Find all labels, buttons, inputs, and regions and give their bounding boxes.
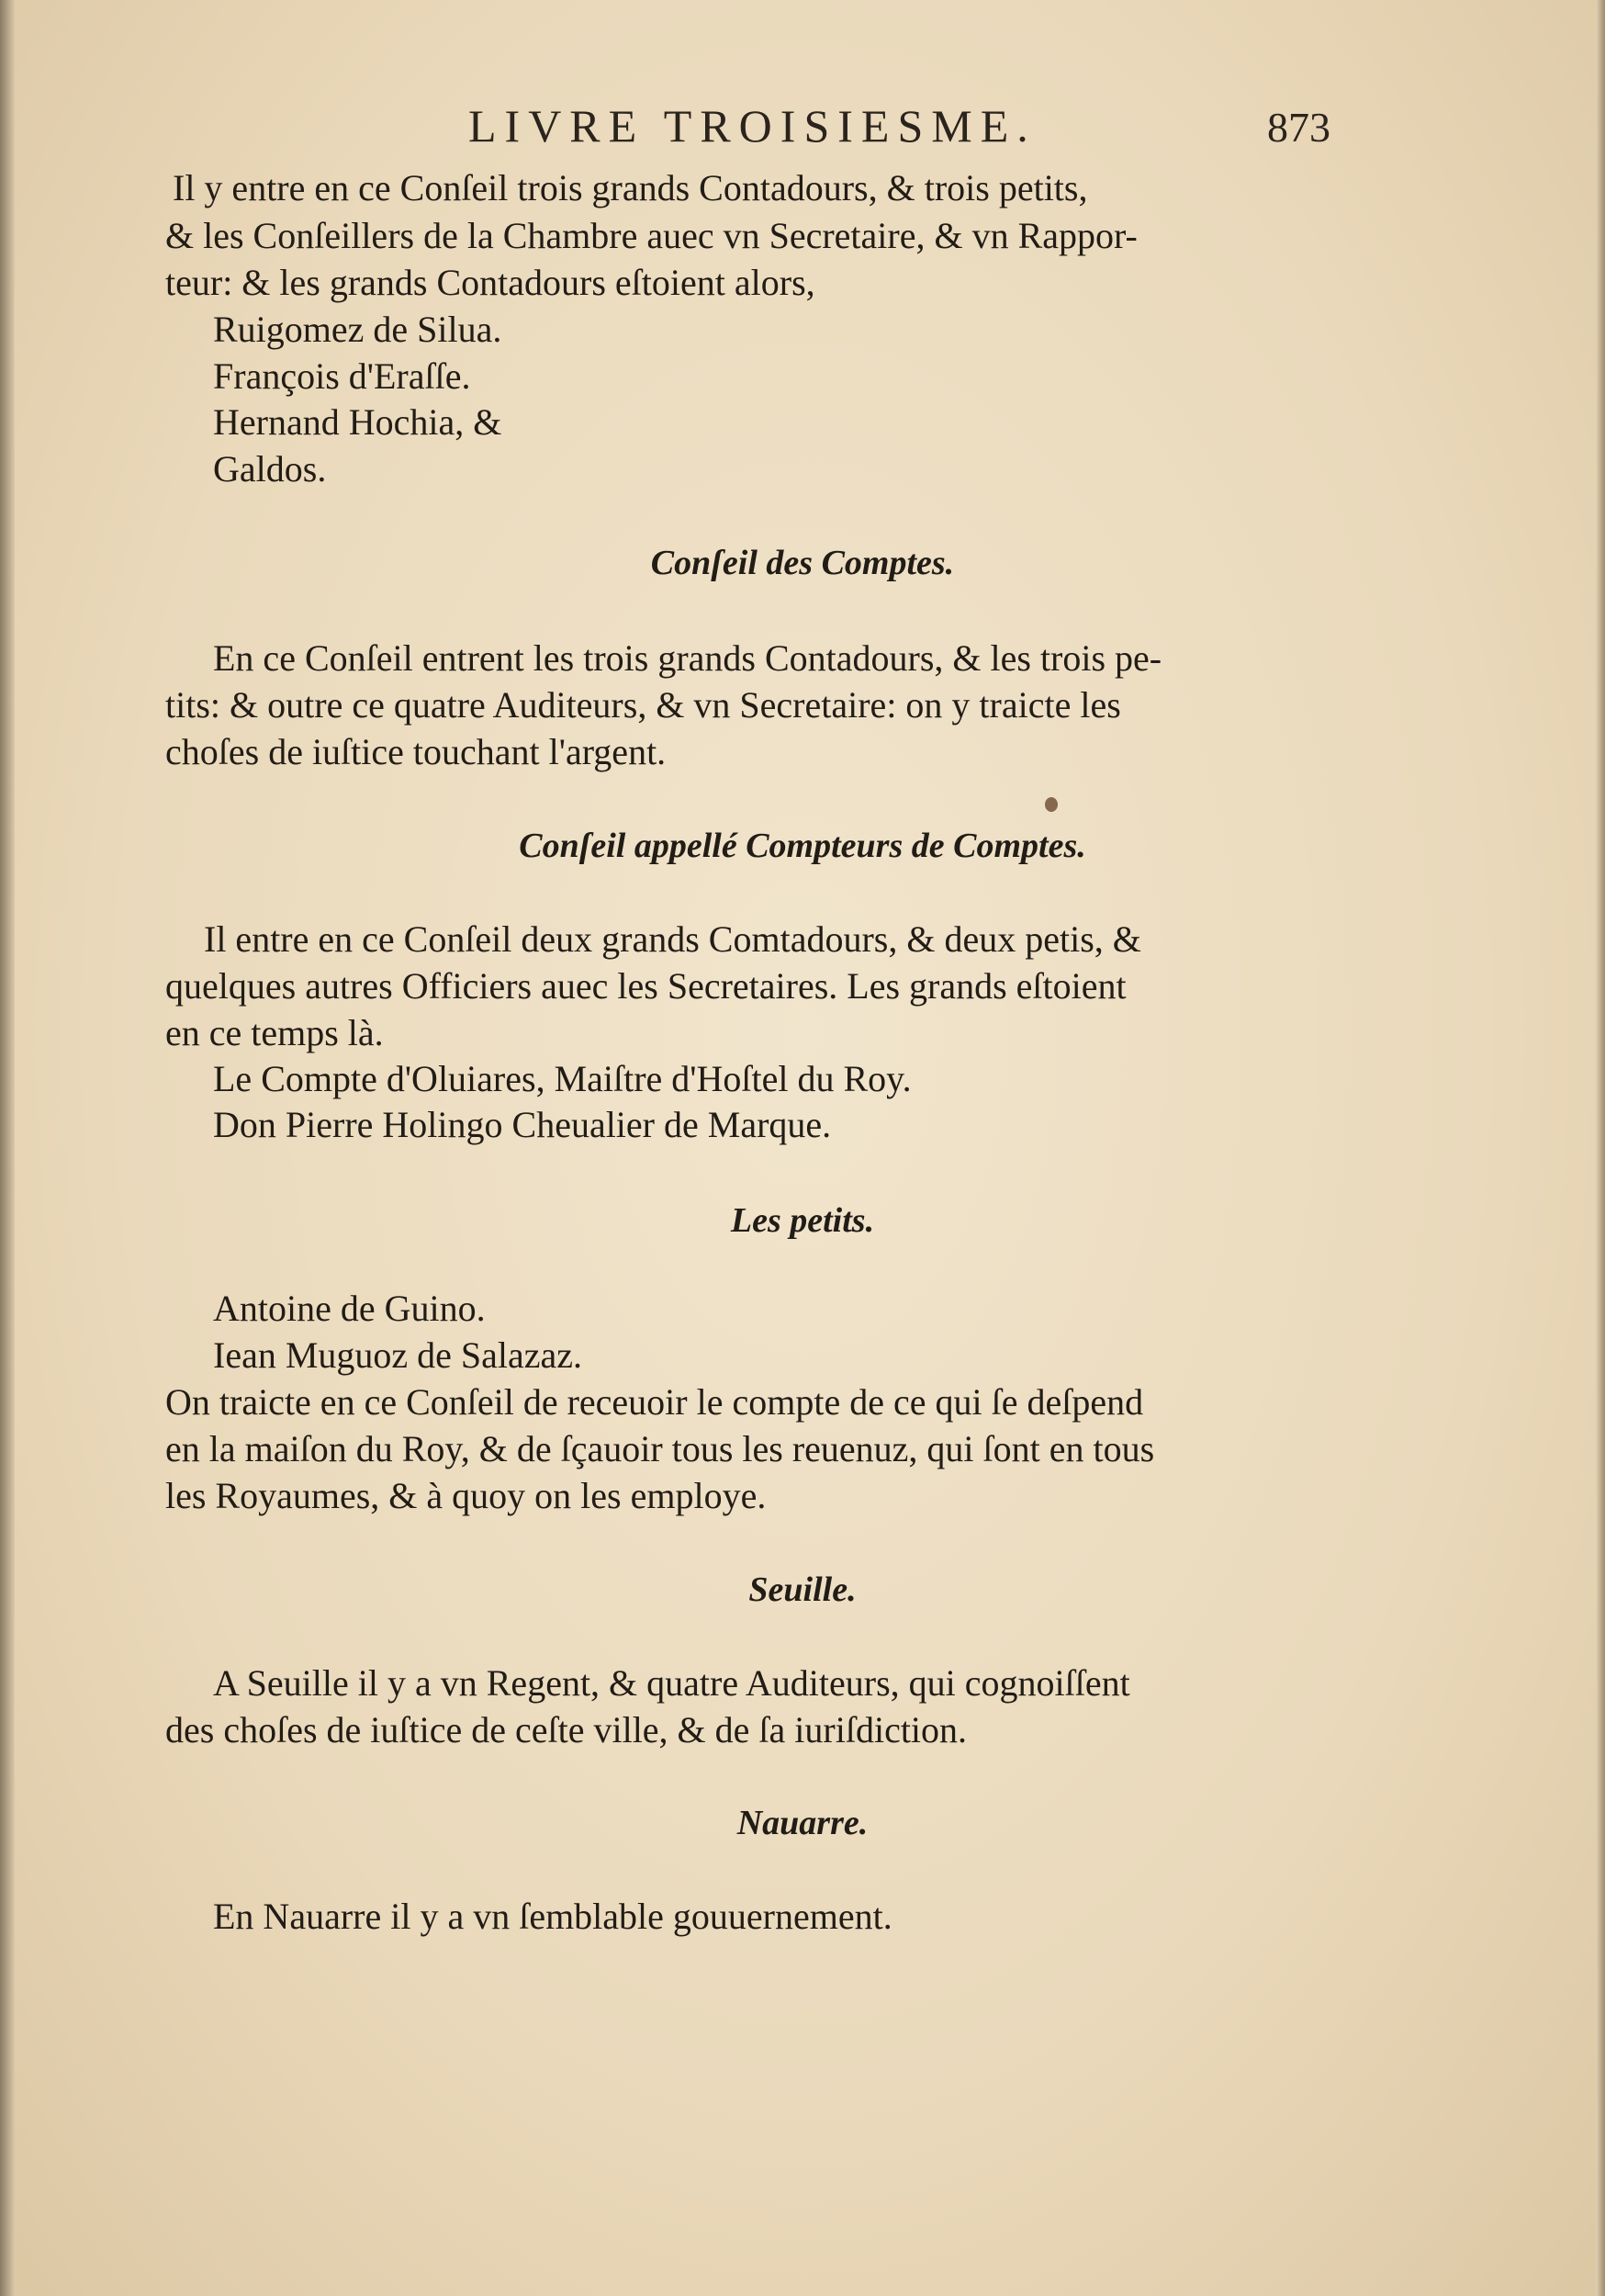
name-line: Hernand Hochia, &: [213, 401, 502, 443]
name-line: Antoine de Guino.: [213, 1288, 486, 1329]
running-header: [0, 99, 1605, 154]
paragraph-line: en ce temps là.: [165, 1012, 384, 1053]
section-heading: Conſeil appellé Compteurs de Comptes.: [519, 827, 1086, 865]
name-line: Ruigomez de Silua.: [213, 309, 502, 350]
paragraph-line: Il y entre en ce Conſeil trois grands Contadours, & trois petits,: [173, 167, 1088, 208]
page-left-edge: [0, 0, 15, 2296]
page-number: 873: [1267, 104, 1330, 151]
ink-spot: [1045, 797, 1058, 812]
running-title: LIVRE TROISIESME.: [468, 100, 1037, 152]
paragraph-line: En ce Conſeil entrent les trois grands Contadours, & les trois pe-: [213, 637, 1162, 679]
paragraph-line: A Seuille il y a vn Regent, & quatre Auditeurs, qui cognoiſſent: [213, 1662, 1130, 1704]
page-right-edge: [1596, 0, 1605, 2296]
section-heading: Nauarre.: [736, 1804, 869, 1842]
section-heading: Les petits.: [730, 1201, 875, 1240]
paragraph-line: choſes de iuſtice touchant l'argent.: [165, 731, 667, 772]
paragraph-line: On traicte en ce Conſeil de receuoir le compte de ce qui ſe deſpend: [165, 1381, 1144, 1423]
paragraph-line: des choſes de iuſtice de ceſte ville, & de ſa iuriſdiction.: [165, 1709, 968, 1750]
paragraph-line: les Royaumes, & à quoy on les employe.: [165, 1475, 767, 1516]
paragraph-line: tits: & outre ce quatre Auditeurs, & vn Secretaire: on y traicte les: [165, 684, 1121, 726]
paragraph-line: quelques autres Officiers auec les Secretaires. Les grands eſtoient: [165, 965, 1127, 1007]
paragraph-line: & les Conſeillers de la Chambre auec vn Secretaire, & vn Rappor-: [165, 215, 1138, 256]
name-line: Galdos.: [213, 448, 327, 490]
paragraph-line: teur: & les grands Contadours eſtoient alors,: [165, 262, 815, 303]
paragraph-line: Il entre en ce Conſeil deux grands Comtadours, & deux petis, &: [204, 918, 1141, 960]
name-line: Iean Muguoz de Salazaz.: [213, 1334, 583, 1376]
name-line: Le Compte d'Oluiares, Maiſtre d'Hoſtel du Roy.: [213, 1058, 912, 1099]
name-line: François d'Eraſſe.: [213, 355, 471, 397]
paragraph-line: en la maiſon du Roy, & de ſçauoir tous les reuenuz, qui ſont en tous: [165, 1428, 1155, 1469]
name-line: Don Pierre Holingo Cheualier de Marque.: [213, 1104, 832, 1145]
paragraph-line: En Nauarre il y a vn ſemblable gouuernement.: [213, 1896, 892, 1937]
section-heading: Conſeil des Comptes.: [650, 544, 955, 582]
section-heading: Seuille.: [748, 1570, 857, 1609]
